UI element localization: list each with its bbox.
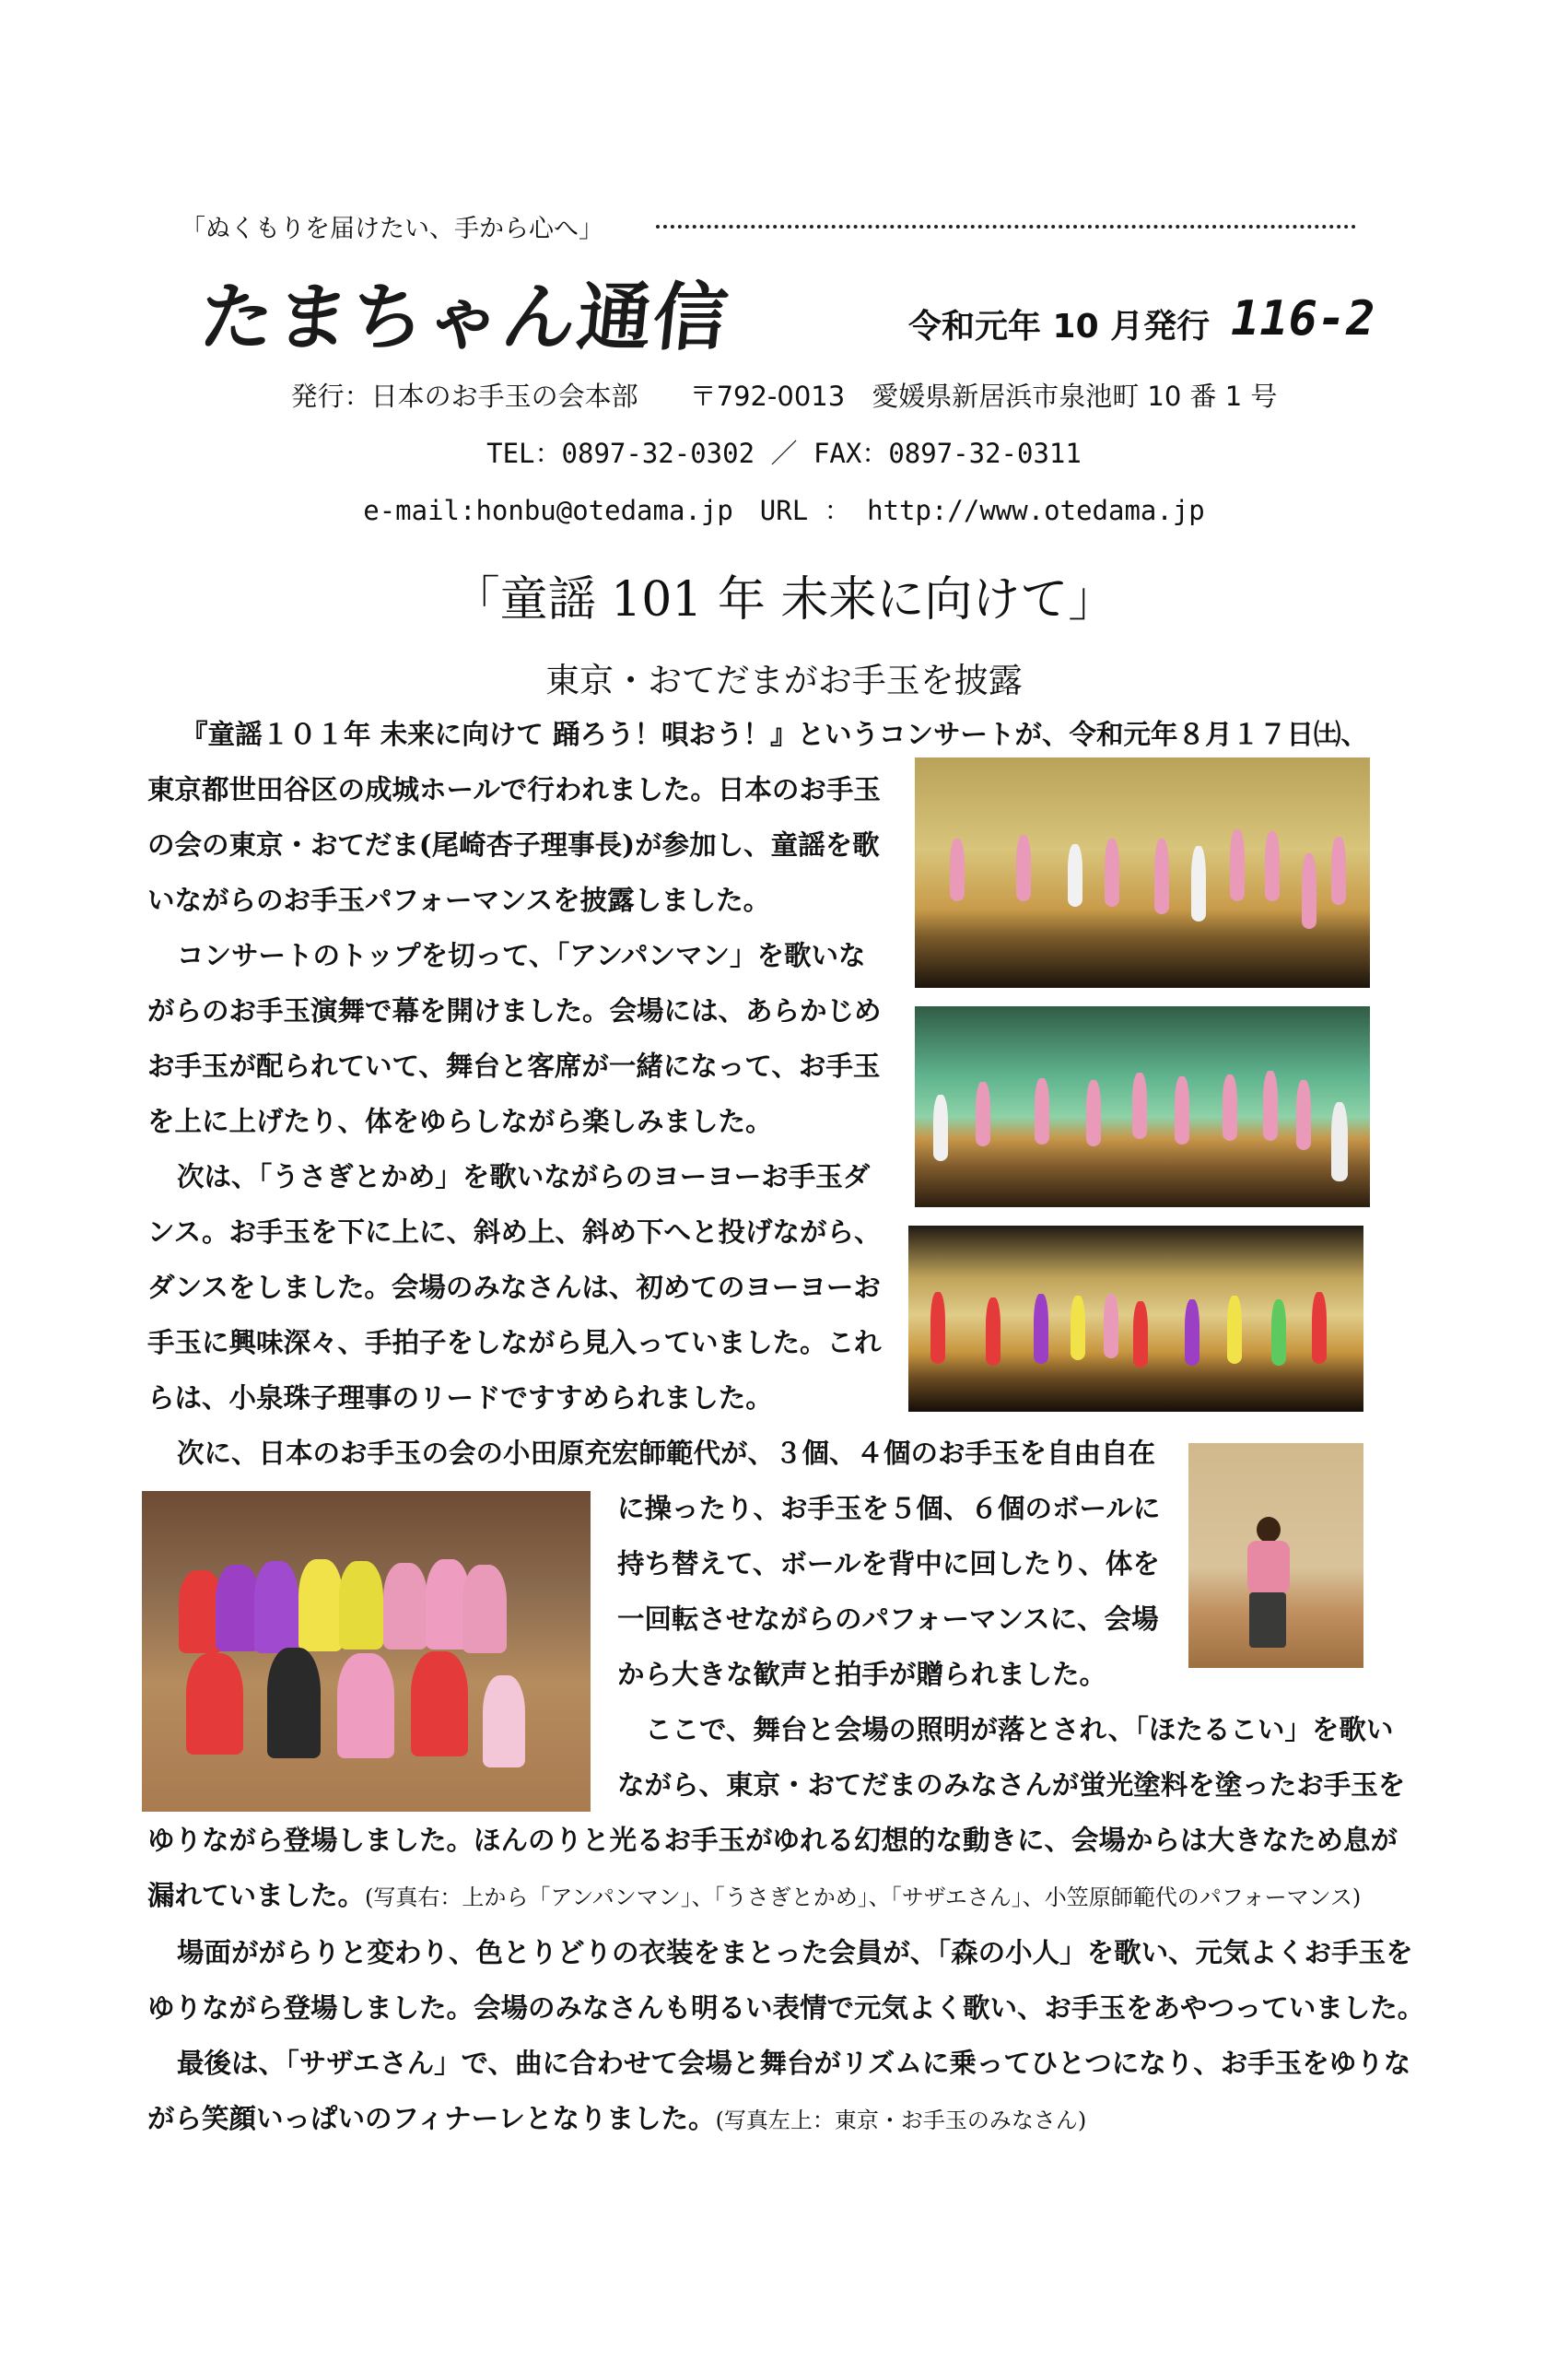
member-figure bbox=[186, 1653, 243, 1755]
body-line: を上に上げたり、体をゆらしながら楽しみました。 bbox=[147, 1105, 773, 1137]
contact-email-url: e-mail:honbu@otedama.jp URL ： http://www.otedama.jp bbox=[363, 495, 1205, 526]
body-line: 手玉に興味深々、手拍子をしながら見入っていました。これ bbox=[147, 1326, 882, 1358]
performer-figure bbox=[1227, 1296, 1242, 1364]
body-line: に操ったり、お手玉を５個、６個のボールに bbox=[617, 1492, 1161, 1524]
body-line: コンサートのトップを切って、「アンパンマン」を歌いな bbox=[177, 939, 866, 971]
body-line: ゆりながら登場しました。ほんのりと光るお手玉がゆれる幻想的な動きに、会場からは大きなため息が bbox=[147, 1824, 1398, 1856]
member-figure bbox=[337, 1653, 394, 1758]
issue-date: 令和元年 10 月発行 bbox=[908, 308, 1211, 346]
publisher-address: 〒792-0013 愛媛県新居浜市泉池町 10 番 1 号 bbox=[689, 381, 1278, 412]
member-figure bbox=[411, 1651, 468, 1756]
member-figure bbox=[267, 1648, 321, 1758]
performer-figure bbox=[1154, 839, 1169, 914]
performer-figure bbox=[1016, 835, 1031, 901]
photo-anpanman-stage bbox=[915, 757, 1370, 988]
performer-figure bbox=[1068, 844, 1082, 907]
member-figure bbox=[298, 1559, 343, 1651]
body-line: らは、小泉珠子理事のリードですすめられました。 bbox=[147, 1381, 773, 1414]
photo-group-members bbox=[142, 1491, 591, 1812]
performer-figure bbox=[950, 839, 965, 901]
performer-figure bbox=[1312, 1292, 1327, 1364]
body-line bbox=[147, 1874, 1361, 1913]
performer-figure bbox=[933, 1095, 948, 1161]
performer-figure bbox=[1263, 1071, 1278, 1141]
body-line: お手玉が配られていて、舞台と客席が一緒になって、お手玉 bbox=[147, 1050, 881, 1082]
newsletter-logo: たまちゃん通信 bbox=[195, 275, 734, 360]
body-line: の会の東京・おてだま(尾崎杏子理事長)が参加し、童謡を歌 bbox=[147, 828, 880, 861]
performer-figure bbox=[1035, 1078, 1049, 1145]
body-line: 『童謡１０１年 未来に向けて 踊ろう！唄おう！』というコンサートが、令和元年８月１７日㈯、 bbox=[181, 718, 1369, 750]
body-line: ダンスをしました。会場のみなさんは、初めてのヨーヨーお bbox=[147, 1271, 881, 1303]
body-line: ながら、東京・おてだまのみなさんが蛍光塗料を塗ったお手玉を bbox=[617, 1768, 1406, 1801]
performer-figure bbox=[1302, 853, 1316, 929]
body-line-text: がら笑顔いっぱいのフィナーレとなりました。 bbox=[147, 2102, 716, 2134]
performer-figure bbox=[1331, 1102, 1348, 1181]
performer-figure bbox=[1271, 1299, 1286, 1366]
article-headline: 「童謡 101 年 未来に向けて」 bbox=[451, 572, 1117, 628]
photo-caption-right: (写真右：上から「アンパンマン」、「うさぎとかめ」、「サザエさん」、小笠原師範代のパフォーマンス) bbox=[365, 1884, 1362, 1910]
performer-figure bbox=[1247, 1541, 1290, 1594]
body-line: 東京都世田谷区の成城ホールで行われました。日本のお手玉 bbox=[147, 773, 881, 805]
photo-sazae-san-stage bbox=[908, 1226, 1363, 1412]
performer-figure bbox=[1175, 1076, 1189, 1145]
photo-solo-performance bbox=[1188, 1443, 1363, 1668]
performer-figure bbox=[1230, 829, 1245, 901]
performer-figure bbox=[1249, 1592, 1286, 1648]
performer-figure bbox=[1185, 1299, 1199, 1366]
performer-figure bbox=[1132, 1073, 1147, 1139]
publisher-name: 発行：日本のお手玉の会本部 bbox=[290, 381, 638, 412]
performer-figure bbox=[986, 1297, 1000, 1366]
performer-figure bbox=[976, 1082, 990, 1146]
performer-figure bbox=[1105, 839, 1119, 907]
body-line: 最後は、「サザエさん」で、曲に合わせて会場と舞台がリズムに乗ってひとつになり、お手玉をゆりな bbox=[177, 2047, 1411, 2079]
dotted-rule bbox=[656, 225, 1356, 229]
body-line: がらのお手玉演舞で幕を開けました。会場には、あらかじめ bbox=[147, 994, 882, 1027]
body-line: ここで、舞台と会場の照明が落とされ、「ほたるこい」を歌い bbox=[645, 1713, 1394, 1745]
performer-figure bbox=[1086, 1080, 1101, 1146]
body-line: から大きな歓声と拍手が贈られました。 bbox=[617, 1658, 1107, 1690]
performer-figure bbox=[1071, 1296, 1085, 1360]
body-line: 持ち替えて、ボールを背中に回したり、体を bbox=[617, 1547, 1160, 1579]
member-figure bbox=[216, 1565, 260, 1651]
publisher-line bbox=[0, 376, 1568, 414]
tagline: 「ぬくもりを届けたい、手から心へ」 bbox=[181, 215, 603, 243]
body-line bbox=[147, 2097, 1086, 2136]
performer-figure bbox=[1133, 1301, 1148, 1368]
performer-figure bbox=[1104, 1294, 1118, 1358]
member-figure bbox=[383, 1563, 427, 1650]
performer-figure bbox=[1223, 1074, 1237, 1141]
performer-figure bbox=[1331, 837, 1346, 905]
body-line: 次に、日本のお手玉の会の小田原充宏師範代が、３個、４個のお手玉を自由自在 bbox=[177, 1437, 1156, 1469]
body-line: いながらのお手玉パフォーマンスを披露しました。 bbox=[147, 884, 771, 916]
performer-figure bbox=[1296, 1080, 1311, 1150]
member-figure bbox=[254, 1561, 298, 1653]
performer-figure bbox=[1265, 831, 1280, 901]
issue-number: 116-2 bbox=[1231, 291, 1375, 346]
performer-figure bbox=[1191, 846, 1206, 922]
member-figure bbox=[339, 1561, 383, 1650]
photo-caption-left: (写真左上：東京・お手玉のみなさん) bbox=[715, 2108, 1087, 2133]
contact-phone-fax: TEL：0897-32-0302 ／ FAX：0897-32-0311 bbox=[486, 438, 1082, 469]
body-line: 場面ががらりと変わり、色とりどりの衣装をまとった会員が、「森の小人」を歌い、元気よくお手玉を bbox=[177, 1936, 1413, 1968]
body-line: 次は、「うさぎとかめ」を歌いながらのヨーヨーお手玉ダ bbox=[177, 1160, 871, 1192]
member-figure bbox=[462, 1565, 507, 1653]
article-subheadline: 東京・おてだまがお手玉を披露 bbox=[545, 661, 1023, 700]
member-figure bbox=[483, 1675, 525, 1767]
performer-head bbox=[1257, 1517, 1281, 1543]
body-line: 一回転させながらのパフォーマンスに、会場 bbox=[617, 1603, 1159, 1635]
body-line: ゆりながら登場しました。会場のみなさんも明るい表情で元気よく歌い、お手玉をあやつっていました。 bbox=[147, 1991, 1425, 2024]
body-line: ンス。お手玉を下に上に、斜め上、斜め下へと投げながら、 bbox=[147, 1215, 882, 1248]
performer-figure bbox=[1034, 1294, 1048, 1364]
body-line-text: 漏れていました。 bbox=[147, 1879, 366, 1911]
performer-figure bbox=[930, 1292, 945, 1364]
photo-usagi-to-kame-stage bbox=[915, 1006, 1370, 1207]
